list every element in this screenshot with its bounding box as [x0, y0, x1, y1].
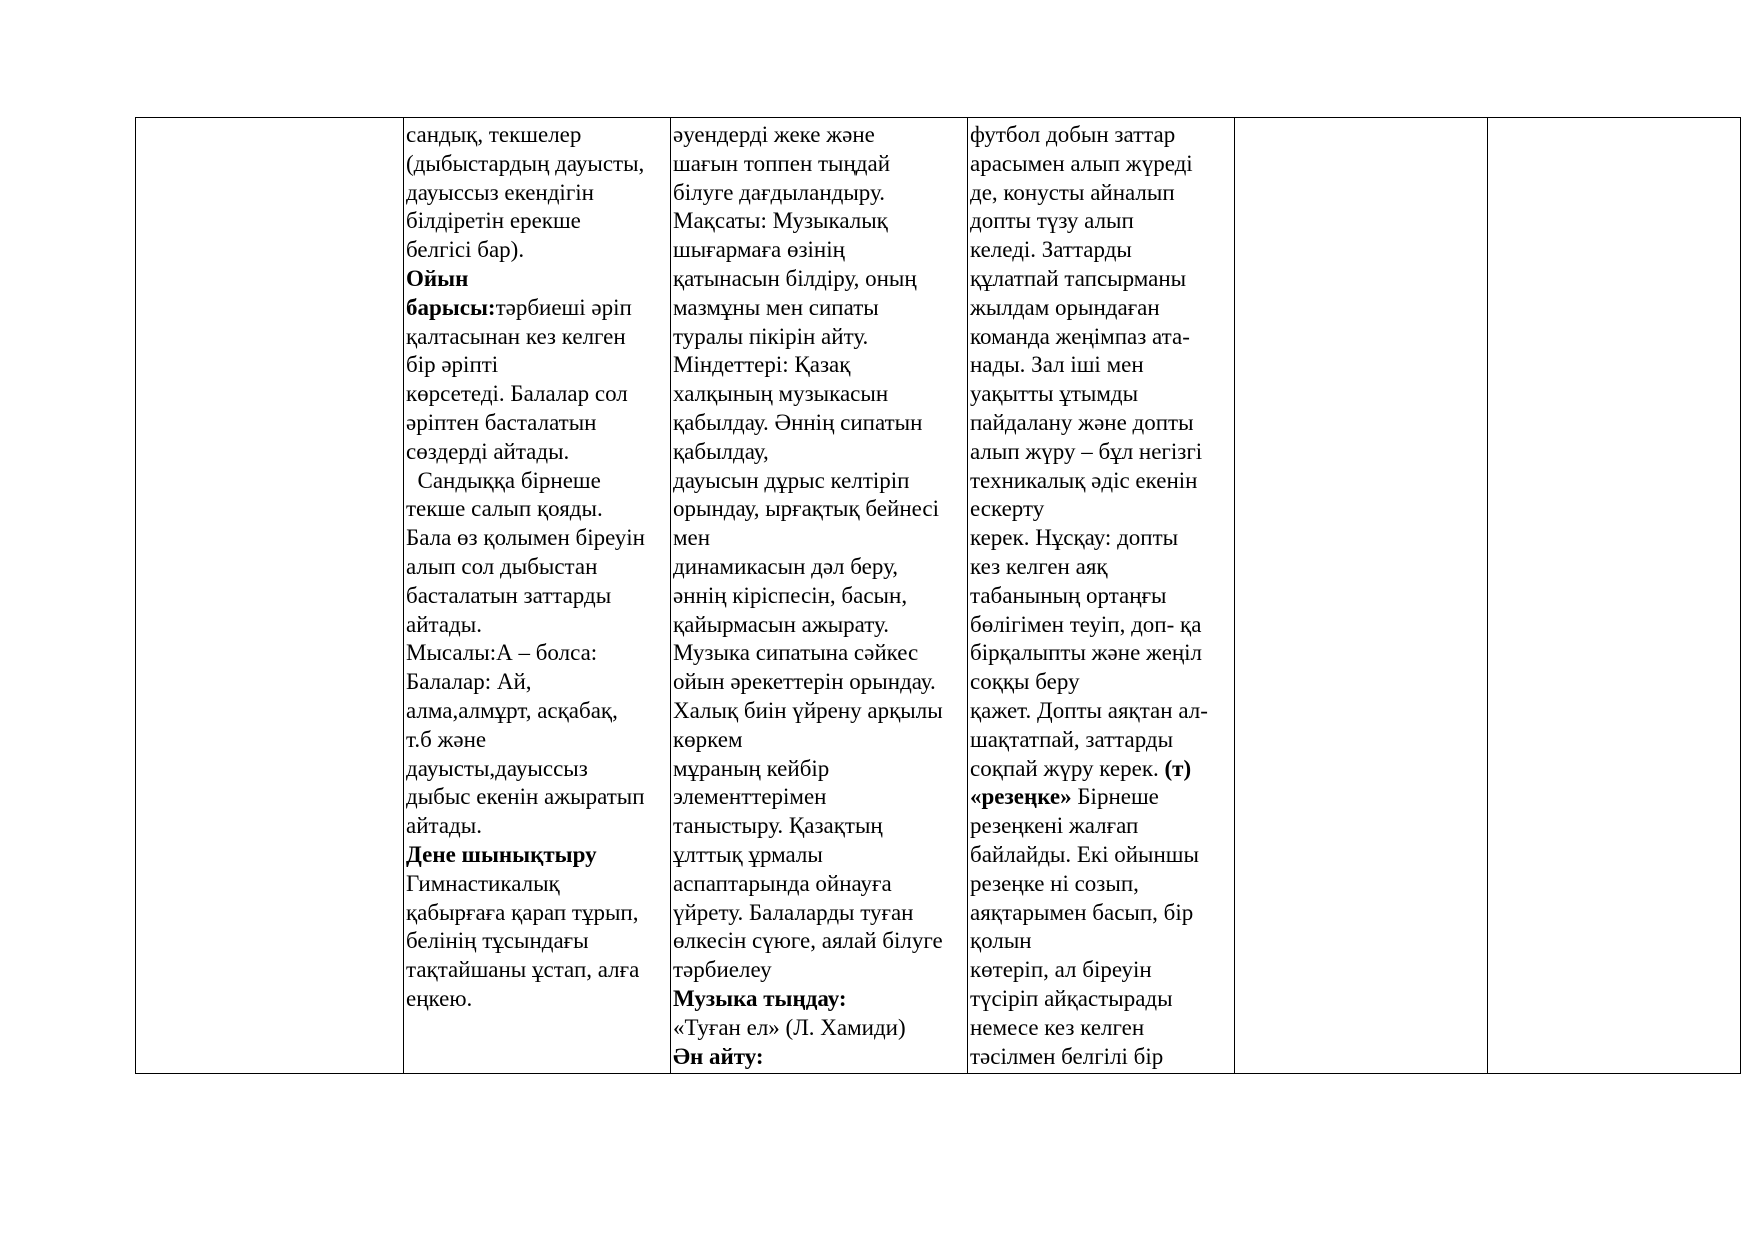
text-line: [406, 899, 670, 928]
text-line: [970, 726, 1234, 755]
text-line: [406, 179, 670, 208]
text-line: [673, 985, 967, 1014]
text-line: [673, 927, 967, 956]
text-line: [970, 179, 1234, 208]
text-segment: алма,алмұрт, асқабақ,: [406, 697, 618, 723]
text-segment: ұлттық ұрмалы: [673, 841, 823, 867]
text-line: [406, 927, 670, 956]
text-segment: ескерту: [970, 496, 1045, 522]
bold-text-segment: барысы:: [406, 294, 496, 320]
text-segment: әннің кіріспесін, басын,: [673, 582, 908, 608]
text-segment: текше салып қояды.: [406, 496, 603, 522]
text-line: [970, 236, 1234, 265]
text-line: [673, 841, 967, 870]
text-line: [673, 783, 967, 812]
text-segment: алып сол дыбыстан: [406, 553, 598, 579]
text-line: [970, 323, 1234, 352]
text-line: [673, 467, 967, 496]
text-line: [673, 380, 967, 409]
text-line: [673, 207, 967, 236]
text-segment: ойын әрекеттерін орындау.: [673, 669, 936, 695]
bold-text-segment: Музыка тыңдау:: [673, 985, 847, 1011]
text-line: [406, 755, 670, 784]
text-segment: «Туған ел» (Л. Хамиди): [673, 1014, 906, 1040]
text-segment: (дыбыстардың дауысты,: [406, 150, 645, 176]
bold-text-segment: (т): [1164, 755, 1192, 781]
text-segment: түсіріп айқастырады: [970, 985, 1173, 1011]
text-line: [970, 294, 1234, 323]
text-line: [970, 841, 1234, 870]
text-line: [970, 582, 1234, 611]
text-line: [406, 265, 670, 294]
text-segment: қатынасын білдіру, оның: [673, 265, 917, 291]
text-line: [673, 495, 967, 524]
text-line: [673, 409, 967, 438]
text-segment: бірқалыпты және жеңіл: [970, 640, 1203, 666]
text-line: [970, 121, 1234, 150]
text-segment: еңкею.: [406, 985, 473, 1011]
text-line: [970, 899, 1234, 928]
text-segment: айтады.: [406, 611, 482, 637]
text-line: [673, 611, 967, 640]
text-line: [673, 265, 967, 294]
text-segment: де, конусты айналып: [970, 179, 1175, 205]
text-line: [970, 495, 1234, 524]
text-line: [673, 755, 967, 784]
text-segment: сандық, текшелер: [406, 122, 582, 147]
text-line: [970, 553, 1234, 582]
text-segment: қажет. Допты аяқтан ал-: [970, 697, 1208, 723]
text-segment: тақтайшаны ұстап, алға: [406, 957, 640, 983]
text-segment: шағын топпен тыңдай: [673, 150, 891, 176]
text-segment: туралы пікірін айту.: [673, 323, 869, 349]
text-segment: Міндеттері: Қазақ: [673, 352, 851, 378]
text-segment: белгісі бар).: [406, 237, 525, 263]
text-line: [406, 323, 670, 352]
text-line: [970, 524, 1234, 553]
text-line: [406, 639, 670, 668]
text-line: [406, 380, 670, 409]
text-segment: пайдалану және допты: [970, 409, 1194, 435]
text-segment: дауысты,дауыссыз: [406, 755, 588, 781]
text-segment: әуендерді жеке және: [673, 122, 875, 147]
text-segment: Бала өз қолымен біреуін: [406, 525, 645, 551]
text-segment: нады. Зал іші мен: [970, 352, 1144, 378]
text-line: [970, 668, 1234, 697]
text-segment: дыбыс екенін ажыратып: [406, 784, 645, 810]
text-segment: футбол добын заттар: [970, 122, 1176, 147]
text-segment: айтады.: [406, 813, 482, 839]
text-segment: үйрету. Балаларды туған: [673, 899, 914, 925]
text-line: [673, 438, 967, 467]
table-cell-col2: [404, 118, 671, 1074]
text-segment: соққы беру: [970, 669, 1080, 695]
text-line: [970, 409, 1234, 438]
text-segment: алып жүру – бұл негізгі: [970, 438, 1203, 464]
text-line: [673, 582, 967, 611]
text-segment: Бірнеше: [1071, 784, 1159, 810]
text-segment: Гимнастикалық: [406, 870, 560, 896]
text-line: [970, 150, 1234, 179]
text-line: [673, 639, 967, 668]
text-segment: шығармаға өзінің: [673, 237, 845, 263]
text-segment: қабылдау. Әннің сипатын: [673, 409, 923, 435]
text-line: [406, 409, 670, 438]
text-line: [406, 985, 670, 1014]
text-line: [673, 697, 967, 726]
text-segment: тәрбиеші әріп: [495, 294, 632, 320]
text-segment: Музыка сипатына сәйкес: [673, 640, 919, 666]
text-line: [970, 1014, 1234, 1043]
text-line: [673, 870, 967, 899]
bold-text-segment: Дене шынықтыру: [406, 841, 597, 867]
text-line: [970, 438, 1234, 467]
text-line: [970, 956, 1234, 985]
text-segment: дауысын дұрыс келтіріп: [673, 467, 910, 493]
text-segment: жылдам орындаған: [970, 294, 1160, 320]
text-segment: мазмұны мен сипаты: [673, 294, 879, 320]
text-line: [406, 956, 670, 985]
text-segment: немесе кез келген: [970, 1014, 1145, 1040]
document-table: [135, 117, 1741, 1074]
text-line: [970, 870, 1234, 899]
text-line: [406, 726, 670, 755]
text-line: [406, 611, 670, 640]
text-line: [673, 812, 967, 841]
text-segment: қолын: [970, 928, 1032, 954]
text-line: [406, 236, 670, 265]
text-line: [970, 985, 1234, 1014]
text-line: [970, 927, 1234, 956]
text-segment: басталатын заттарды: [406, 582, 612, 608]
text-segment: келеді. Заттарды: [970, 237, 1132, 263]
text-line: [970, 755, 1234, 784]
text-line: [406, 697, 670, 726]
text-segment: Мақсаты: Музыкалық: [673, 208, 888, 234]
text-line: [406, 870, 670, 899]
text-segment: әріптен басталатын: [406, 409, 597, 435]
text-segment: мен: [673, 525, 711, 551]
text-line: [673, 121, 967, 150]
text-segment: орындау, ырғақтық бейнесі: [673, 496, 940, 522]
text-segment: табанының ортаңғы: [970, 582, 1167, 608]
text-segment: тәрбиелеу: [673, 957, 772, 983]
text-segment: қайырмасын ажырату.: [673, 611, 889, 637]
text-segment: белінің тұсындағы: [406, 928, 589, 954]
text-line: [970, 351, 1234, 380]
text-line: [673, 294, 967, 323]
text-line: [406, 495, 670, 524]
text-line: [406, 150, 670, 179]
text-line: [406, 351, 670, 380]
table-cell-col6: [1488, 118, 1741, 1074]
text-line: [970, 467, 1234, 496]
text-segment: т.б және: [406, 726, 487, 752]
text-line: [673, 150, 967, 179]
text-segment: тәсілмен белгілі бір: [970, 1043, 1164, 1069]
table-row: [136, 118, 1741, 1074]
text-segment: көркем: [673, 726, 743, 752]
text-segment: көрсетеді. Балалар сол: [406, 381, 628, 407]
text-line: [406, 467, 670, 496]
text-segment: соқпай жүру керек.: [970, 755, 1165, 781]
text-line: [970, 1043, 1234, 1072]
text-line: [406, 207, 670, 236]
text-line: [970, 697, 1234, 726]
text-line: [673, 553, 967, 582]
text-segment: Халық биін үйрену арқылы: [673, 697, 943, 723]
text-line: [970, 611, 1234, 640]
text-segment: қабылдау,: [673, 438, 769, 464]
text-segment: команда жеңімпаз ата-: [970, 323, 1190, 349]
text-segment: керек. Нұсқау: допты: [970, 525, 1179, 551]
text-line: [970, 783, 1234, 812]
text-line: [673, 351, 967, 380]
text-segment: өлкесін сүюге, аялай білуге: [673, 928, 943, 954]
text-line: [970, 380, 1234, 409]
text-segment: бөлігімен теуіп, доп- қа: [970, 611, 1202, 637]
text-line: [673, 323, 967, 352]
text-segment: динамикасын дәл беру,: [673, 553, 899, 579]
text-segment: кез келген аяқ: [970, 553, 1108, 579]
table-cell-col3: [671, 118, 968, 1074]
text-segment: қалтасынан кез келген: [406, 323, 626, 349]
text-line: [970, 207, 1234, 236]
text-segment: аяқтарымен басып, бір: [970, 899, 1194, 925]
text-line: [406, 438, 670, 467]
text-line: [406, 524, 670, 553]
text-segment: қабырғаға қарап тұрып,: [406, 899, 639, 925]
text-line: [406, 553, 670, 582]
text-segment: арасымен алып жүреді: [970, 150, 1193, 176]
bold-text-segment: «резеңке»: [970, 784, 1072, 810]
text-segment: бір әріпті: [406, 352, 499, 378]
text-line: [673, 726, 967, 755]
text-line: [673, 1014, 967, 1043]
text-segment: мұраның кейбір: [673, 755, 830, 781]
text-segment: допты түзу алып: [970, 208, 1134, 234]
text-line: [406, 582, 670, 611]
text-line: [673, 956, 967, 985]
table-cell-col1: [136, 118, 404, 1074]
text-segment: сөздерді айтады.: [406, 438, 570, 464]
text-line: [673, 179, 967, 208]
text-segment: техникалық әдіс екенін: [970, 467, 1198, 493]
text-line: [406, 841, 670, 870]
text-segment: резеңке ні созып,: [970, 870, 1139, 896]
text-line: [673, 668, 967, 697]
text-segment: аспаптарында ойнауға: [673, 870, 892, 896]
text-line: [406, 121, 670, 150]
text-line: [406, 783, 670, 812]
text-line: [673, 1043, 967, 1072]
text-segment: білдіретін ерекше: [406, 208, 581, 234]
text-segment: Мысалы:А – болса:: [406, 640, 598, 666]
text-segment: элементтерімен: [673, 784, 827, 810]
text-line: [970, 265, 1234, 294]
table-cell-col5: [1235, 118, 1488, 1074]
text-segment: Балалар: Ай,: [406, 669, 532, 695]
text-segment: байлайды. Екі ойыншы: [970, 841, 1199, 867]
text-segment: Сандыққа бірнеше: [406, 467, 601, 493]
text-segment: көтеріп, ал біреуін: [970, 957, 1152, 983]
text-segment: дауыссыз екендігін: [406, 179, 594, 205]
text-line: [673, 236, 967, 265]
text-segment: резеңкені жалғап: [970, 813, 1139, 839]
text-line: [970, 812, 1234, 841]
text-segment: уақытты ұтымды: [970, 381, 1139, 407]
table-cell-col4: [968, 118, 1235, 1074]
text-line: [406, 294, 670, 323]
text-segment: білуге дағдыландыру.: [673, 179, 885, 205]
text-line: [406, 812, 670, 841]
text-segment: халқының музыкасын: [673, 381, 889, 407]
text-line: [673, 899, 967, 928]
bold-text-segment: Ойын: [406, 265, 469, 291]
bold-text-segment: Ән айту:: [673, 1043, 764, 1069]
text-line: [673, 524, 967, 553]
text-line: [970, 639, 1234, 668]
text-segment: құлатпай тапсырманы: [970, 265, 1187, 291]
text-segment: таныстыру. Қазақтың: [673, 813, 883, 839]
text-line: [406, 668, 670, 697]
text-segment: шақтатпай, заттарды: [970, 726, 1174, 752]
